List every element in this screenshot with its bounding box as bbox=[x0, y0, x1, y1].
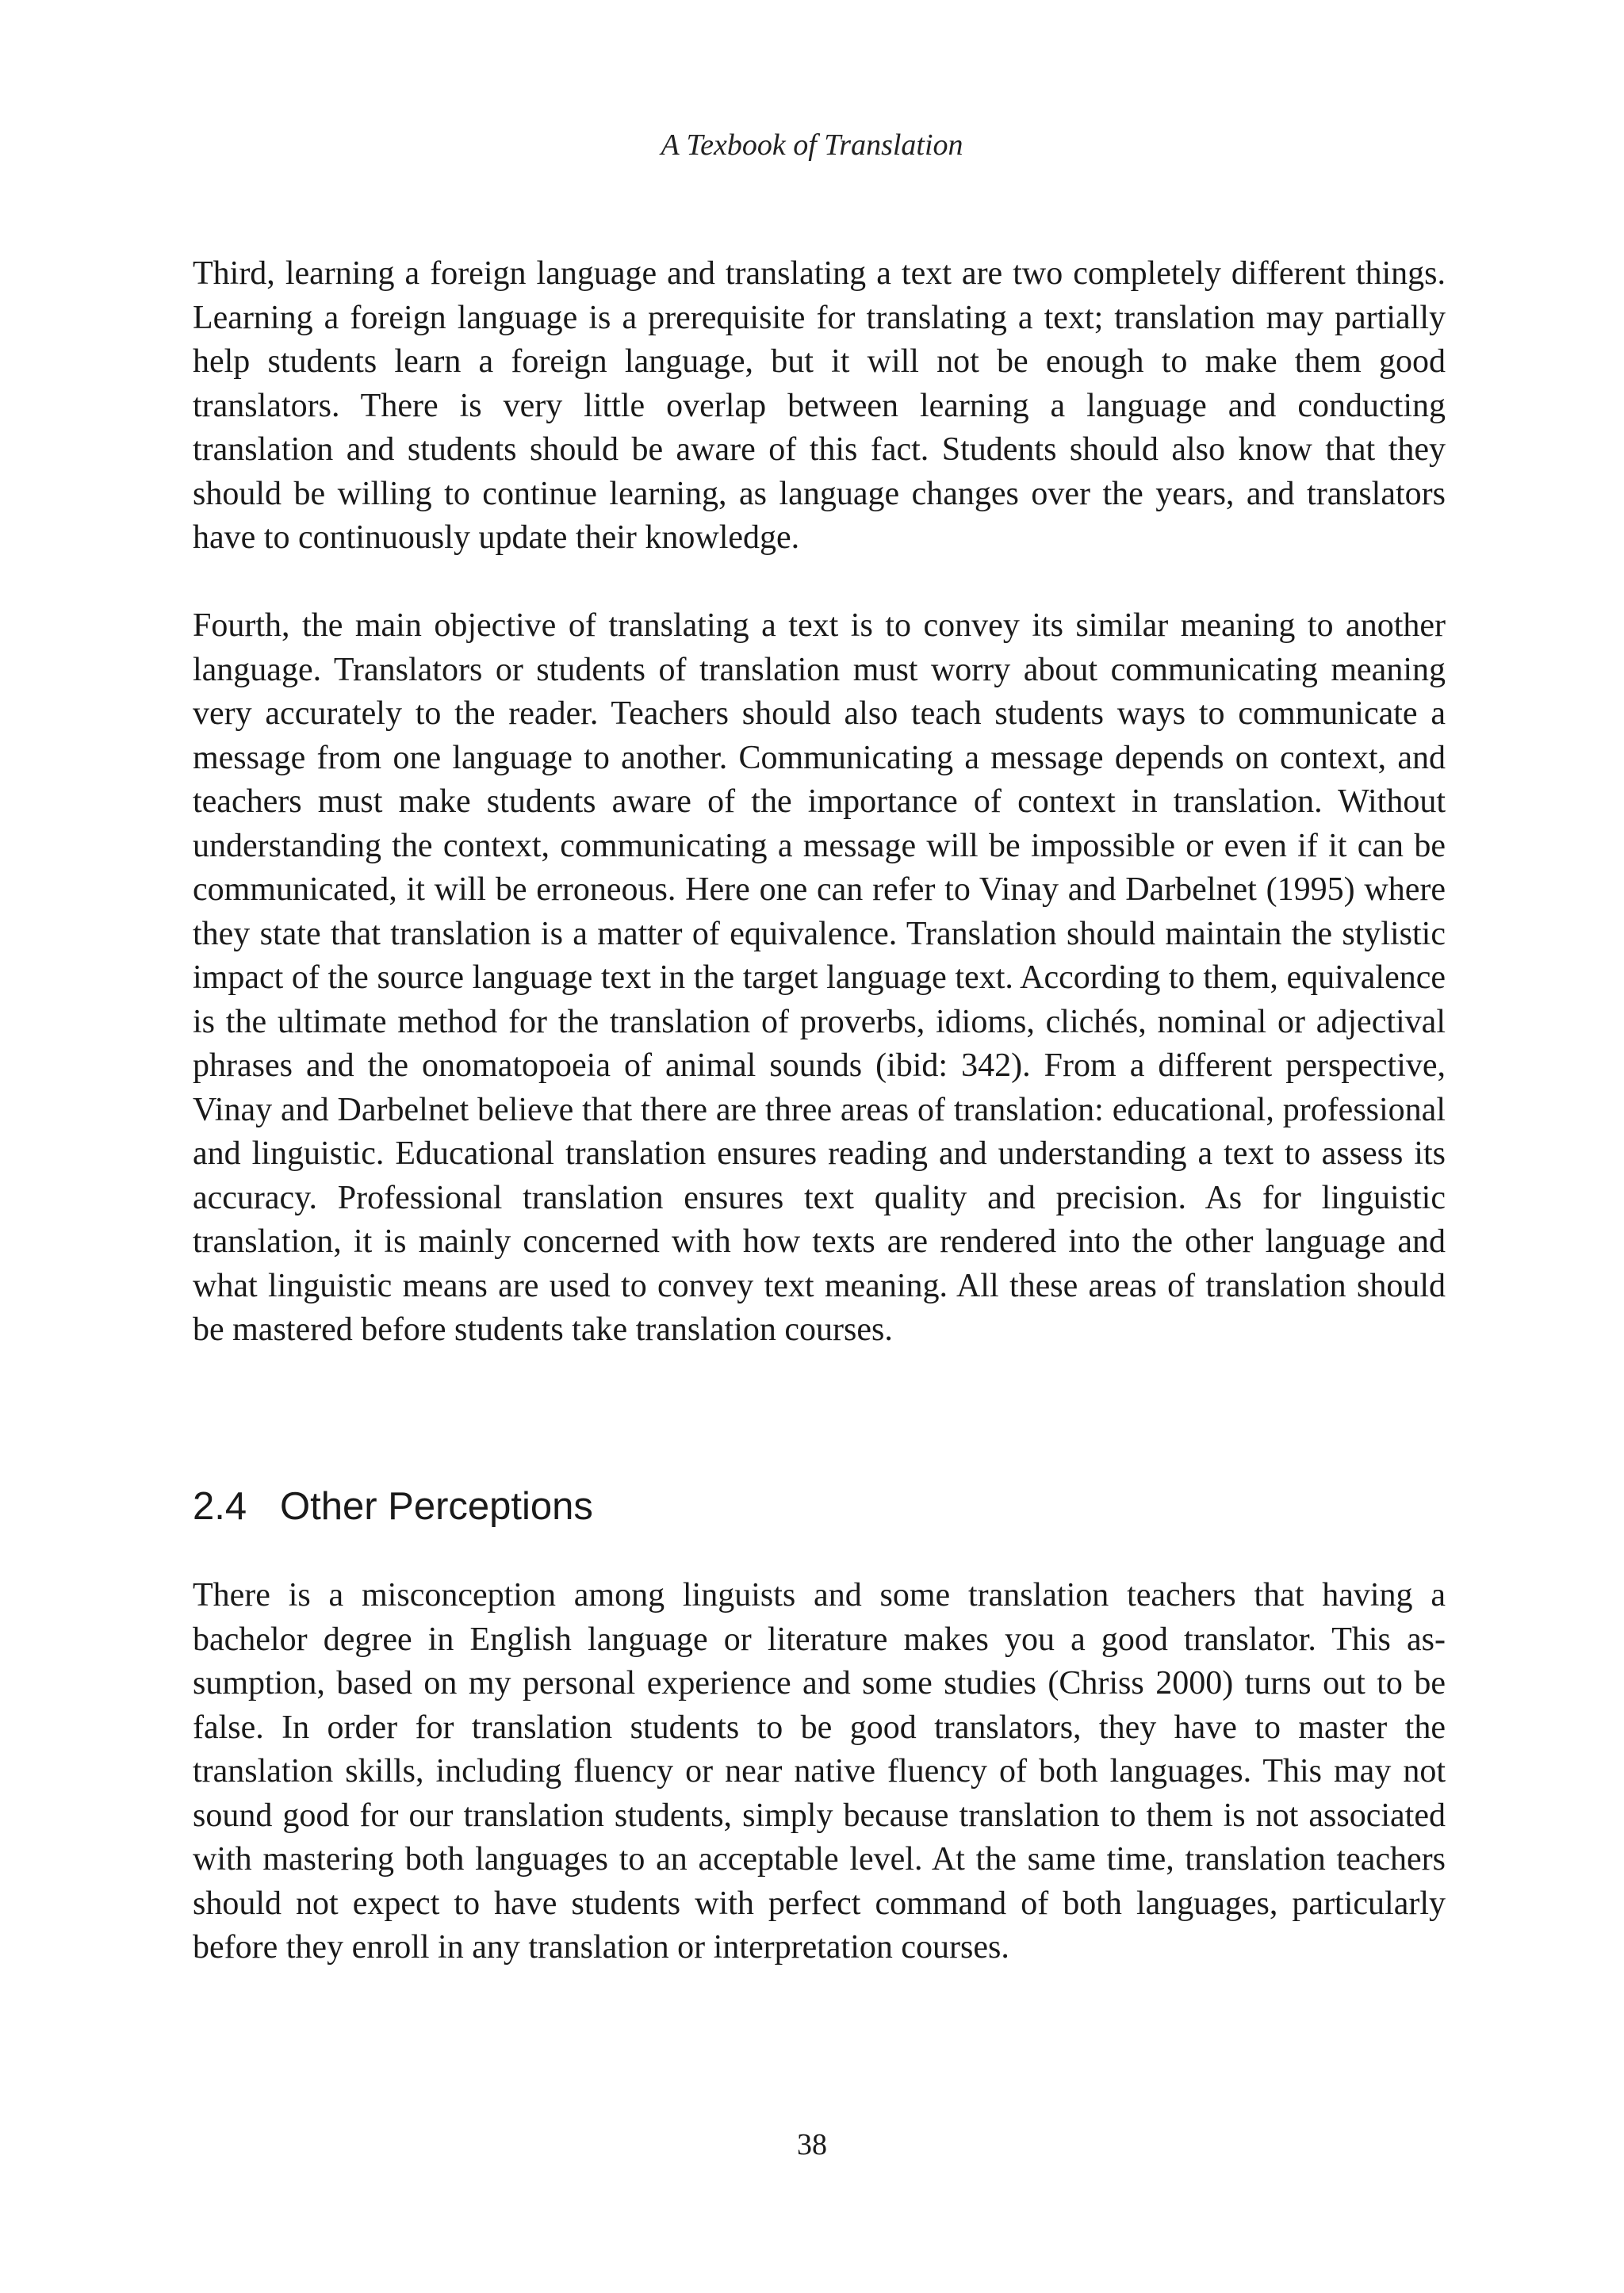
paragraph-other-perceptions: There is a misconception among linguists and some translation teachers that having a bachelor degree in English language or literature makes you a good translator. This assumption, based on my personal experience and some studies (Chriss 2000) turns out to be false. In order for translation students to be good translators, they have to master the translation skills, including fluency or near native fluency of both languages. This may not sound good for our translation students, simply because translation to them is not associated with mastering both languages to an acceptable level. At the same time, translation teachers should not expect to have students with perfect command of both languages, particularly before they enroll in any translation or interpretation courses. bbox=[193, 1577, 1446, 1966]
running-head: A Texbook of Translation bbox=[661, 128, 963, 162]
section-number: 2.4 bbox=[193, 1485, 247, 1528]
paragraph-fourth: Fourth, the main objective of translating a text is to convey its similar meaning to another language. Translators or students of translation must worry about communicating meaning very accurately to the reader. Teachers should also teach students ways to communicate a message from one language to another. Communicating a message depends on context, and teachers must make students aware of the importance of context in translation. Without understanding the context, communicating a message will be impossible or even if it can be communicated, it will be erroneous. Here one can refer to Vinay and Darbelnet (1995) where they state that translation is a matter of equivalence. Translation should maintain the stylistic impact of the source language text in the target language text. According to them, equivalence is the ultimate method for the translation of proverbs, idioms, clichés, nominal or adjectival phrases and the onomatopoeia of animal sounds (ibid: 342). From a different perspective, Vinay and Darbelnet believe that there are three areas of translation: educational, professional and linguistic. Educational translation ensures reading and understanding a text to assess its accuracy. Professional translation ensures text quality and precision. As for linguistic translation, it is mainly concerned with how texts are rendered into the other language and what linguistic means are used to convey text meaning. All these areas of translation should be mastered before students take translation courses. bbox=[193, 607, 1446, 1348]
paragraph-third: Third, learning a foreign language and translating a text are two completely different things. Learning a foreign language is a prerequisite for translating a text; translation may partially help students learn a foreign language, but it will not be enough to make them good translators. There is very little overlap between learning a language and conducting translation and students should be aware of this fact. Students should also know that they should be willing to continue learning, as language changes over the years, and translators have to continuously update their knowledge. bbox=[193, 255, 1446, 556]
section-title: Other Perceptions bbox=[280, 1485, 593, 1528]
section-heading bbox=[193, 1481, 593, 1532]
page-number: 38 bbox=[797, 2128, 827, 2161]
